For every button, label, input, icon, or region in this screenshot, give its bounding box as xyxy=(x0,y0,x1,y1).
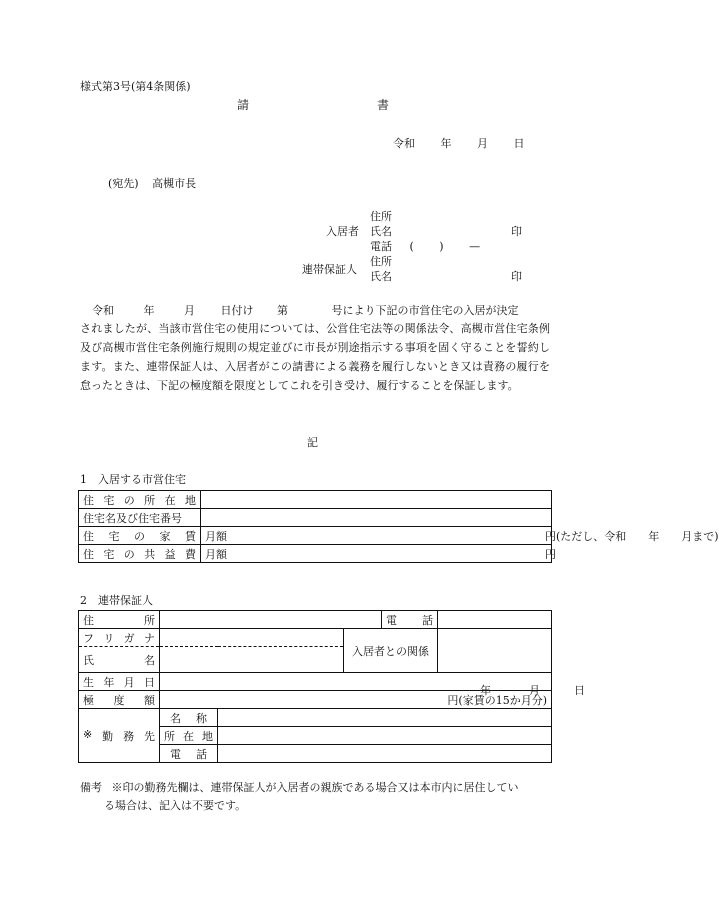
location-field[interactable] xyxy=(201,491,552,509)
body-era: 令和 xyxy=(92,304,114,317)
label-char: 住 xyxy=(83,547,94,561)
label-char: の xyxy=(134,529,145,543)
addressee-prefix: (宛先) xyxy=(108,177,139,190)
body-rest: 号により下記の市営住宅の入居が決定 xyxy=(331,304,519,317)
phone-open-paren: ( xyxy=(409,240,414,253)
guarantor-seal: 印 xyxy=(511,270,522,283)
work-name-label xyxy=(160,709,218,727)
label-char: 所 xyxy=(144,613,155,627)
common-fee-label xyxy=(79,545,201,563)
date-day-field[interactable]: 日 xyxy=(513,137,525,150)
birth-month: 月 xyxy=(529,683,540,697)
label-char: 電 xyxy=(170,747,181,761)
date-year-field[interactable]: 年 xyxy=(440,137,452,150)
label-char: 度 xyxy=(113,693,125,707)
rent-label xyxy=(79,527,201,545)
date-month-field[interactable]: 月 xyxy=(477,137,488,150)
body-year: 年 xyxy=(143,304,155,317)
table-row xyxy=(79,545,552,563)
date-line xyxy=(393,138,525,149)
table-row xyxy=(79,491,552,509)
work-location-label xyxy=(160,727,218,745)
fee-yen: 円 xyxy=(545,547,556,561)
table-row xyxy=(79,709,552,727)
tenant-address-label: 住所 xyxy=(370,210,392,223)
work-phone-field[interactable] xyxy=(218,745,552,763)
table-row xyxy=(79,611,552,629)
label-char: 所 xyxy=(164,729,175,743)
ki-label: 記 xyxy=(307,436,318,449)
body-dated: 日付け xyxy=(220,304,254,317)
table-row xyxy=(79,527,552,545)
label-char: ナ xyxy=(143,631,155,645)
location-label xyxy=(79,491,201,509)
label-char: 住 xyxy=(83,493,94,507)
guarantor-address-label: 住所 xyxy=(370,255,392,268)
common-fee-field[interactable] xyxy=(201,545,556,563)
label-char: 話 xyxy=(196,747,207,761)
guarantor-table xyxy=(78,610,585,763)
label-char: リ xyxy=(103,631,115,645)
label-char: 氏 xyxy=(83,653,94,667)
body-no: 第 xyxy=(277,304,288,317)
rent-suffix: 円(ただし、令和 年 月まで) xyxy=(545,529,719,543)
label-char: 先 xyxy=(143,729,155,743)
label-char: 在 xyxy=(164,493,176,507)
label-char: 極 xyxy=(83,693,94,707)
g-phone-field[interactable] xyxy=(438,611,552,629)
birth-label xyxy=(79,673,160,691)
guarantor-label: 連帯保証人 xyxy=(302,263,357,276)
remarks-line1 xyxy=(80,782,519,793)
addressee xyxy=(108,178,196,189)
phone-close-paren: ) xyxy=(439,240,444,253)
fee-monthly: 月額 xyxy=(205,547,227,561)
relation-label: 入居者との関係 xyxy=(344,629,438,673)
label-char: 地 xyxy=(202,729,213,743)
label-char: 住 xyxy=(83,529,94,543)
work-location-field[interactable] xyxy=(218,727,552,745)
title-char-1: 請 xyxy=(237,98,250,112)
work-phone-label xyxy=(160,745,218,763)
body-paragraph: されましたが、当該市営住宅の使用については、公営住宅法等の関係法令、高槻市営住宅条例及び高槻市営住宅条例施行規則の規定並びに市長が別途指示する事項を固く守ることを誓約します。また、連帯保証人は、入居者がこの請書による義務を履行しないとき又は責務の履行を怠ったときは、下記の極度額を限度としてこれを引き受け、履行することを保証します。 xyxy=(80,322,550,392)
tenant-phone-row xyxy=(370,241,480,252)
name-number-label: 住宅名及び住宅番号 xyxy=(79,509,201,527)
label-char: 話 xyxy=(422,613,433,627)
label-char: 務 xyxy=(123,729,135,743)
rent-monthly: 月額 xyxy=(205,529,227,543)
form-number: 様式第3号(第4条関係) xyxy=(80,80,191,93)
furigana-label xyxy=(79,629,160,647)
body-first-line xyxy=(92,305,519,316)
label-char: ガ xyxy=(123,631,135,645)
body-month: 月 xyxy=(184,304,195,317)
table-row xyxy=(79,629,552,647)
relation-field[interactable] xyxy=(438,629,552,673)
label-char: 宅 xyxy=(108,529,120,543)
g-address-field[interactable] xyxy=(160,611,382,629)
label-char: 名 xyxy=(170,711,181,725)
tenant-name-label: 氏名 xyxy=(370,225,392,238)
label-char: フ xyxy=(83,631,94,645)
table-row xyxy=(79,691,552,709)
tenant-phone-label: 電話 xyxy=(370,240,392,253)
label-char: 宅 xyxy=(103,493,115,507)
label-char: 益 xyxy=(164,547,176,561)
rent-field[interactable] xyxy=(201,527,719,545)
name-number-field[interactable] xyxy=(201,509,552,527)
label-char: 所 xyxy=(144,493,156,507)
label-char: 賃 xyxy=(185,529,196,543)
g-name-field[interactable] xyxy=(160,647,344,673)
label-char: 宅 xyxy=(103,547,115,561)
label-char: 在 xyxy=(183,729,194,743)
section1-heading: 1 入居する市営住宅 xyxy=(80,473,186,486)
label-char: 勤 xyxy=(102,729,114,743)
label-char: 家 xyxy=(159,529,171,543)
label-char: 住 xyxy=(83,613,94,627)
limit-label xyxy=(79,691,160,709)
label-char: 費 xyxy=(184,547,196,561)
remarks-line2: る場合は、記入は不要です。 xyxy=(104,799,247,812)
tenant-label: 入居者 xyxy=(326,225,359,238)
g-address-label xyxy=(79,611,160,629)
title-char-2: 書 xyxy=(376,98,389,112)
label-char: の xyxy=(123,547,135,561)
label-char: 年 xyxy=(103,675,115,689)
g-phone-label xyxy=(382,611,438,629)
label-char: の xyxy=(123,493,135,507)
phone-dash: — xyxy=(469,240,481,253)
g-name-label xyxy=(79,647,160,673)
date-era: 令和 xyxy=(393,137,415,150)
section2-heading: 2 連帯保証人 xyxy=(80,594,153,607)
remarks-label: 備考 xyxy=(80,781,102,794)
label-char: 共 xyxy=(144,547,156,561)
label-char: 額 xyxy=(144,693,155,707)
furigana-field[interactable] xyxy=(160,629,344,647)
label-char: 生 xyxy=(83,675,94,689)
birth-year: 年 xyxy=(480,683,491,697)
tenant-seal: 印 xyxy=(511,225,522,238)
label-char: 地 xyxy=(184,493,196,507)
workplace-label xyxy=(79,709,160,763)
work-name-field[interactable] xyxy=(218,709,552,727)
limit-field[interactable]: 円(家賃の15か月分) xyxy=(160,691,552,709)
table-row xyxy=(79,673,552,691)
label-char: ※ xyxy=(83,727,93,741)
birth-field[interactable] xyxy=(160,673,585,697)
housing-table xyxy=(78,490,719,563)
label-char: 電 xyxy=(386,613,397,627)
label-char: 月 xyxy=(123,675,135,689)
label-char: 日 xyxy=(143,675,155,689)
addressee-name: 高槻市長 xyxy=(152,177,197,190)
table-row xyxy=(79,509,552,527)
label-char: 名 xyxy=(144,653,155,667)
document-title xyxy=(237,99,389,111)
guarantor-name-label: 氏名 xyxy=(370,270,392,283)
remarks-text1: ※印の勤務先欄は、連帯保証人が入居者の親族である場合又は本市内に居住してい xyxy=(111,781,519,794)
label-char: 称 xyxy=(196,711,207,725)
birth-day: 日 xyxy=(574,683,585,697)
